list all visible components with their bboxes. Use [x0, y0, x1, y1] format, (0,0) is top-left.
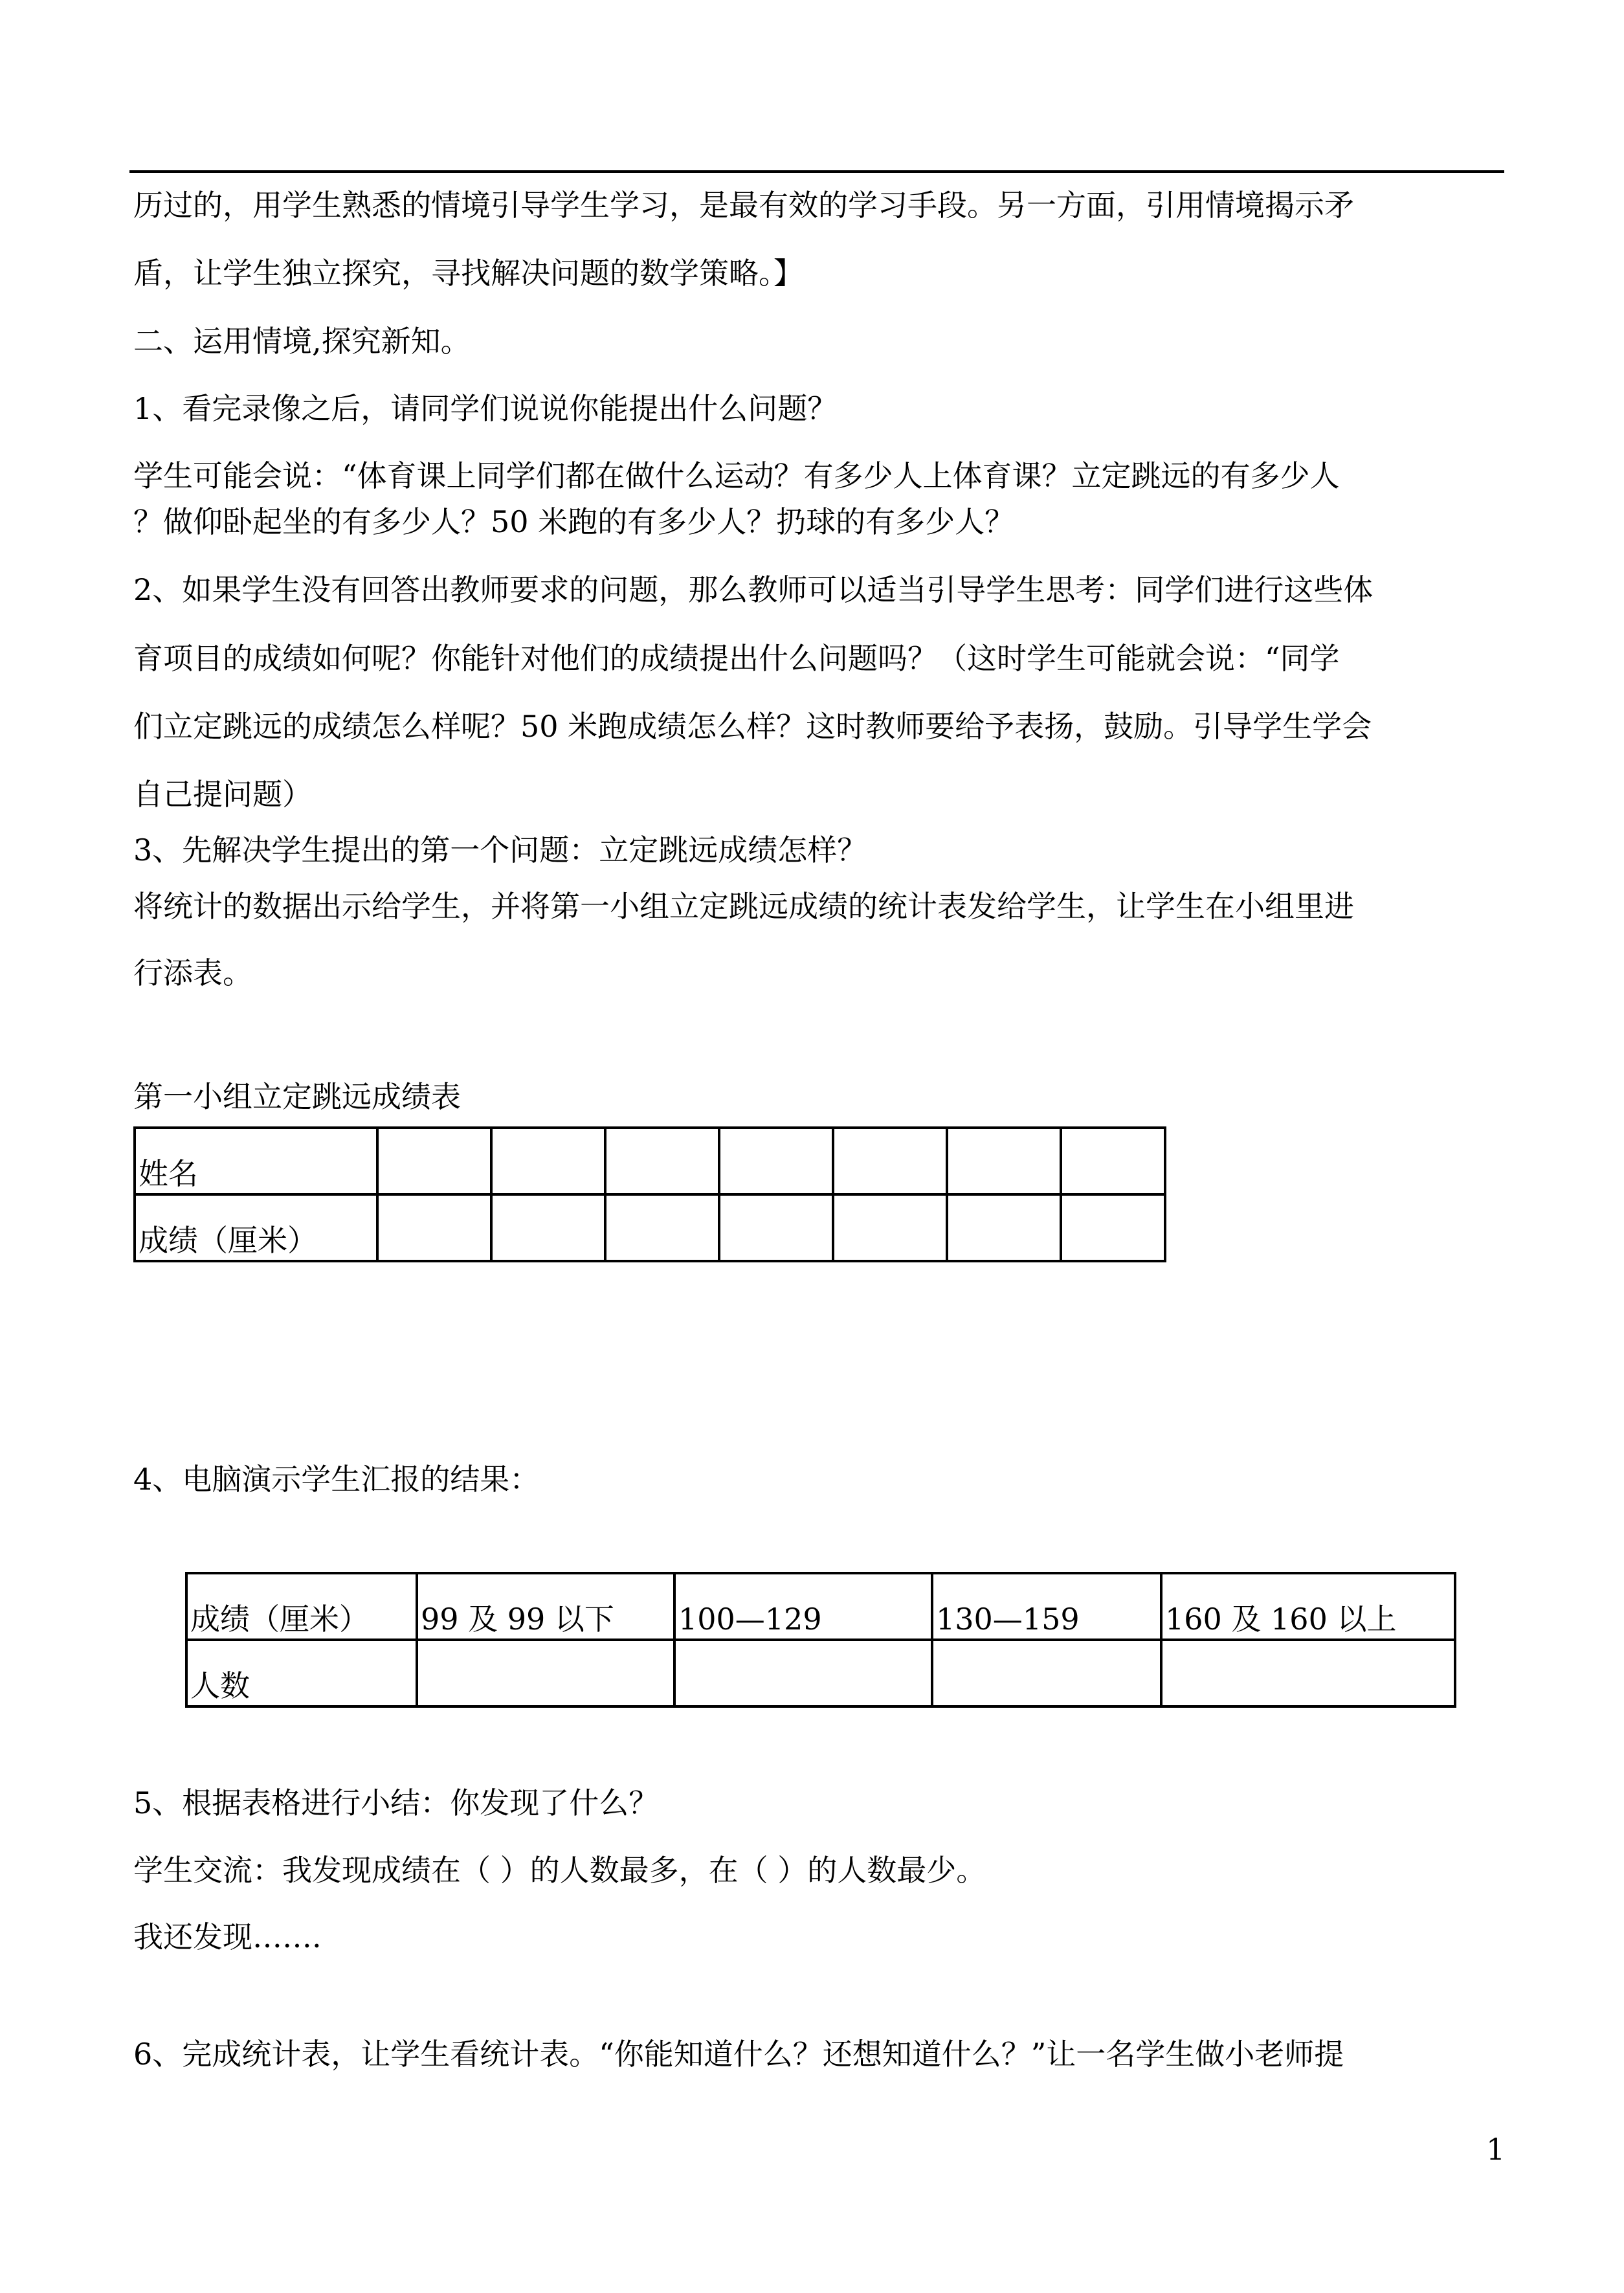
paragraph-line: 6、完成统计表，让学生看统计表。“你能知道什么？还想知道什么？”让一名学生做小老师提 [133, 2037, 1344, 2072]
table-cell [719, 1128, 833, 1194]
header-range-130-159: 130—159 [932, 1573, 1161, 1640]
paragraph-line: 学生可能会说：“体育课上同学们都在做什么运动？有多少人上体育课？立定跳远的有多少人 [133, 458, 1340, 493]
paragraph-line: 3、先解决学生提出的第一个问题：立定跳远成绩怎样？ [133, 833, 867, 867]
paragraph-line: 5、根据表格进行小结：你发现了什么？ [133, 1785, 659, 1820]
section-heading: 二、运用情境,探究新知。 [133, 324, 471, 359]
table-cell [491, 1194, 605, 1261]
table-cell [377, 1194, 491, 1261]
table-cell [417, 1640, 674, 1706]
score-distribution-table [185, 1572, 1456, 1708]
table-cell [932, 1640, 1161, 1706]
paragraph-line: 育项目的成绩如何呢？你能针对他们的成绩提出什么问题吗？（这时学生可能就会说：“同学 [133, 641, 1340, 676]
table-cell [947, 1128, 1061, 1194]
paragraph-line: 盾，让学生独立探究，寻找解决问题的数学策略。】 [133, 256, 803, 291]
paragraph-line: 们立定跳远的成绩怎么样呢？50 米跑成绩怎么样？这时教师要给予表扬，鼓励。引导学生学会 [133, 709, 1372, 744]
paragraph-line: 将统计的数据出示给学生，并将第一小组立定跳远成绩的统计表发给学生，让学生在小组里进 [133, 889, 1354, 924]
header-range-160-above: 160 及 160 以上 [1161, 1573, 1455, 1640]
paragraph-line: 我还发现……. [133, 1919, 322, 1954]
table-cell [674, 1640, 932, 1706]
table-cell [491, 1128, 605, 1194]
table-cell [1061, 1194, 1165, 1261]
paragraph-line: 自己提问题） [133, 777, 312, 812]
header-range-99-below: 99 及 99 以下 [417, 1573, 674, 1640]
header-score-cm: 成绩（厘米） [186, 1573, 417, 1640]
table-cell [833, 1194, 947, 1261]
row-label-name: 姓名 [135, 1128, 377, 1194]
table-cell [1061, 1128, 1165, 1194]
row-label-score: 成绩（厘米） [135, 1194, 377, 1261]
long-jump-score-table [133, 1126, 1166, 1262]
paragraph-line: 2、如果学生没有回答出教师要求的问题，那么教师可以适当引导学生思考：同学们进行这些体 [133, 572, 1374, 607]
table-cell [833, 1128, 947, 1194]
table-cell [1161, 1640, 1455, 1706]
paragraph-line: 1、看完录像之后，请同学们说说你能提出什么问题？ [133, 391, 838, 426]
table-cell [947, 1194, 1061, 1261]
paragraph-line: ？做仰卧起坐的有多少人？50 米跑的有多少人？扔球的有多少人？ [133, 504, 1015, 539]
paragraph-line: 历过的，用学生熟悉的情境引导学生学习，是最有效的学习手段。另一方面，引用情境揭示矛 [133, 188, 1354, 223]
page-number: 1 [1486, 2132, 1506, 2167]
paragraph-line: 行添表。 [133, 956, 252, 990]
table-cell [605, 1128, 719, 1194]
table-cell [719, 1194, 833, 1261]
header-rule [129, 170, 1504, 173]
table-caption: 第一小组立定跳远成绩表 [133, 1079, 461, 1114]
paragraph-line: 学生交流：我发现成绩在（ ）的人数最多，在（ ）的人数最少。 [133, 1853, 986, 1888]
header-range-100-129: 100—129 [674, 1573, 932, 1640]
table-cell [605, 1194, 719, 1261]
table-cell [377, 1128, 491, 1194]
row-label-count: 人数 [186, 1640, 417, 1706]
paragraph-line: 4、电脑演示学生汇报的结果： [133, 1462, 540, 1497]
